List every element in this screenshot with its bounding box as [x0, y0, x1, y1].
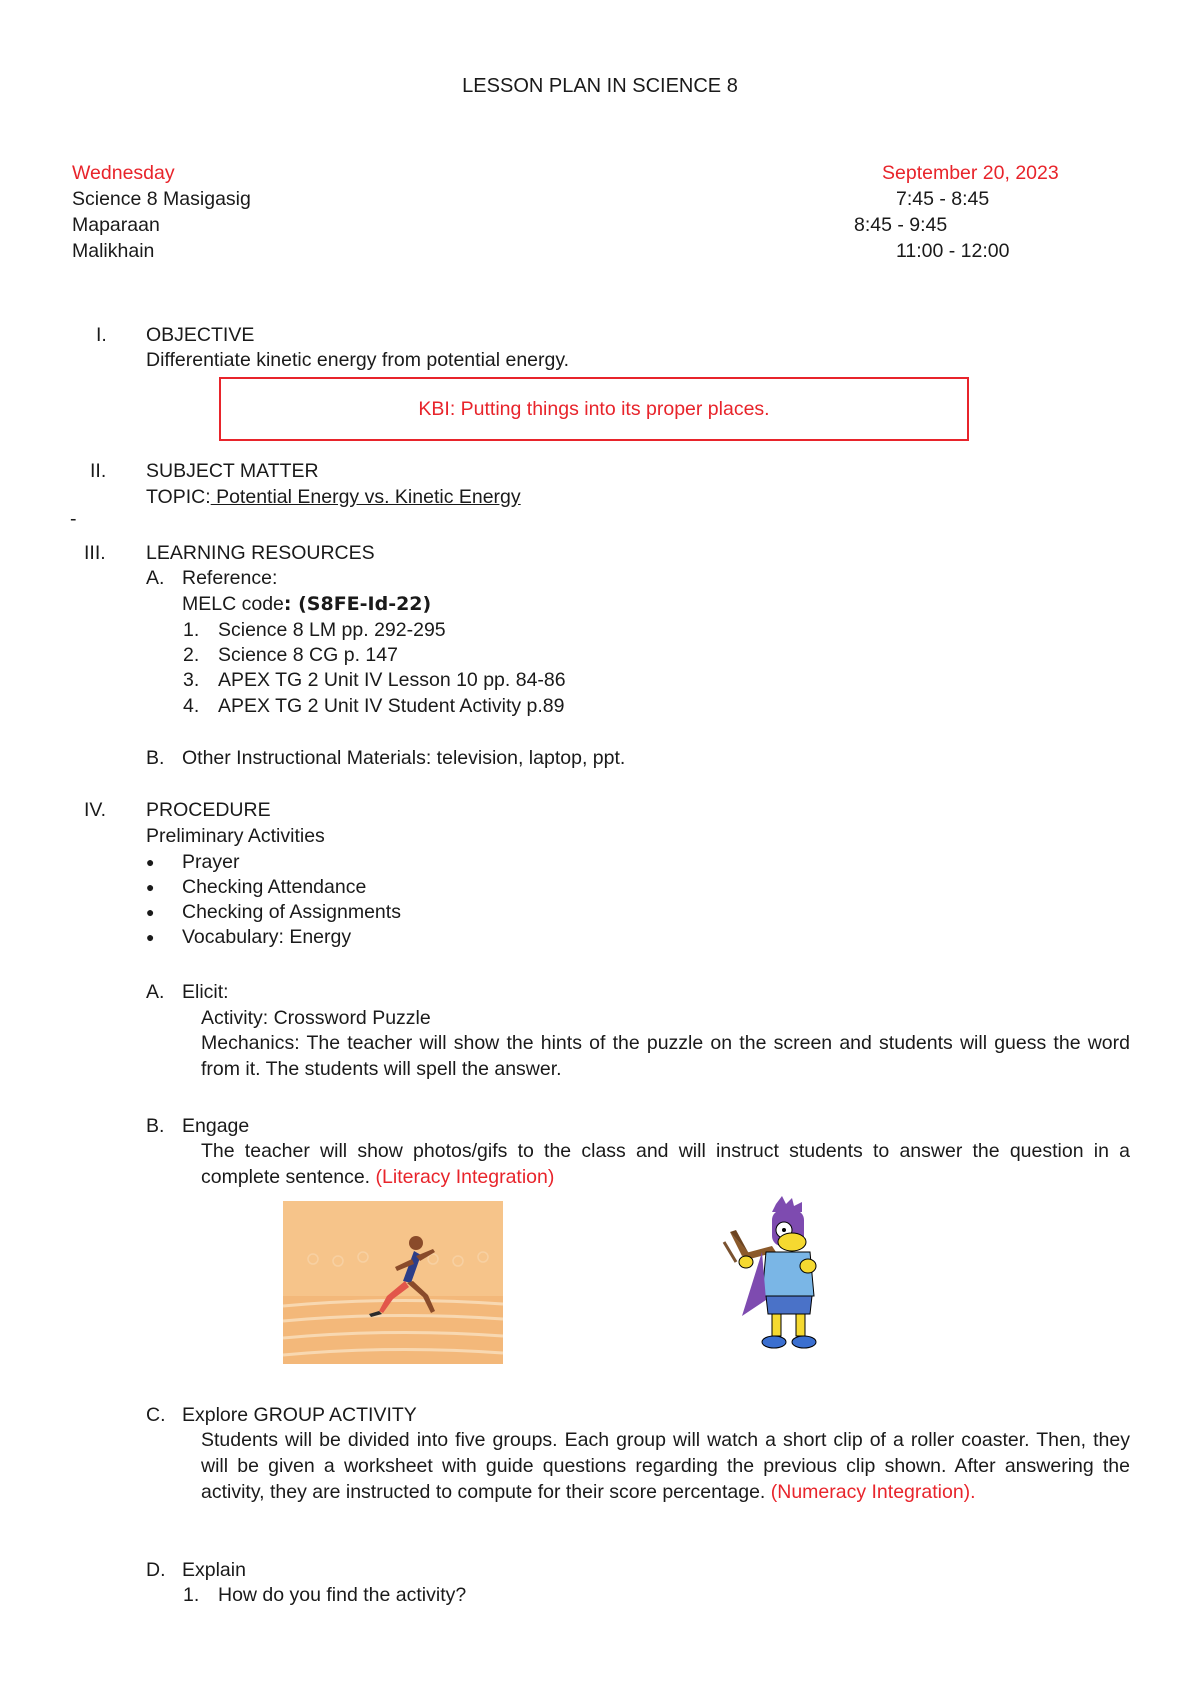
elicit-mechanics: Mechanics: The teacher will show the hints of the puzzle on the screen and students will guess the word from it. The students will spell the answer. — [201, 1032, 1130, 1080]
stray-mark: - — [70, 508, 77, 530]
melc-code: : (S8FE-Id-22) — [283, 593, 432, 615]
list-item: Science 8 LM pp. 292-295 — [218, 619, 446, 641]
list-number: 1. — [183, 619, 200, 641]
list-marker: A. — [146, 981, 165, 1003]
runner-illustration — [283, 1201, 503, 1364]
list-marker: D. — [146, 1559, 166, 1581]
melc-line — [182, 592, 431, 616]
elicit-activity: Activity: Crossword Puzzle — [201, 1007, 431, 1029]
section-heading-resources: LEARNING RESOURCES — [146, 542, 375, 564]
objective-text: Differentiate kinetic energy from potential energy. — [146, 349, 570, 371]
section-name: Malikhain — [72, 240, 155, 262]
list-marker: A. — [146, 567, 165, 589]
section-numeral: II. — [90, 460, 107, 482]
bullet-item: Checking Attendance — [182, 876, 367, 898]
bullet-icon: ● — [146, 929, 155, 945]
section-heading-objective: OBJECTIVE — [146, 324, 255, 346]
bullet-icon: ● — [146, 904, 155, 920]
page-title: LESSON PLAN IN SCIENCE 8 — [462, 75, 738, 97]
topic-value: Potential Energy vs. Kinetic Energy — [210, 486, 521, 508]
runner-image — [283, 1201, 503, 1364]
list-marker: C. — [146, 1404, 166, 1426]
melc-label: MELC code — [182, 593, 284, 615]
section-time: 11:00 - 12:00 — [896, 240, 1010, 262]
bullet-icon: ● — [146, 879, 155, 895]
list-marker: B. — [146, 747, 165, 769]
bullet-icon: ● — [146, 854, 155, 870]
preliminary-label: Preliminary Activities — [146, 825, 325, 847]
section-name: Science 8 Masigasig — [72, 188, 251, 210]
section-numeral: III. — [84, 542, 106, 564]
bullet-item: Vocabulary: Energy — [182, 926, 352, 948]
cartoon-slingshot-image — [722, 1196, 842, 1354]
engage-body: The teacher will show photos/gifs to the class and will instruct students to answer the question in a complete sentence. — [201, 1140, 1130, 1188]
explore-text — [201, 1427, 1130, 1505]
date-label: September 20, 2023 — [882, 162, 1059, 184]
bullet-item: Prayer — [182, 851, 240, 873]
list-number: 1. — [183, 1584, 200, 1606]
list-marker: B. — [146, 1115, 165, 1137]
list-item: How do you find the activity? — [218, 1584, 467, 1606]
kbi-box — [219, 377, 969, 441]
kbi-text: KBI: Putting things into its proper places. — [418, 398, 770, 420]
explore-body: Students will be divided into five groups. Each group will watch a short clip of a roller coaster. Then, they will be given a worksheet with guide questions regarding the previous clip shown. After answering the activity, they are instructed to compute for their score percentage. — [201, 1429, 1130, 1503]
cartoon-illustration — [722, 1196, 842, 1354]
bullet-item: Checking of Assignments — [182, 901, 401, 923]
list-item: APEX TG 2 Unit IV Student Activity p.89 — [218, 695, 565, 717]
list-item: Science 8 CG p. 147 — [218, 644, 398, 666]
elicit-label: Elicit: — [182, 981, 229, 1003]
section-time: 7:45 - 8:45 — [896, 188, 990, 210]
list-number: 4. — [183, 695, 200, 717]
explore-label: Explore GROUP ACTIVITY — [182, 1404, 417, 1426]
day-label: Wednesday — [72, 162, 175, 184]
literacy-tag: (Literacy Integration) — [375, 1166, 555, 1188]
section-name: Maparaan — [72, 214, 160, 236]
topic-label: TOPIC: — [146, 486, 211, 508]
other-materials: Other Instructional Materials: television, laptop, ppt. — [182, 747, 626, 769]
engage-text — [201, 1138, 1130, 1190]
topic-line — [146, 485, 521, 509]
reference-label: Reference: — [182, 567, 278, 589]
list-number: 2. — [183, 644, 200, 666]
list-number: 3. — [183, 669, 200, 691]
section-numeral: I. — [96, 324, 107, 346]
section-time: 8:45 - 9:45 — [854, 214, 948, 236]
list-item: APEX TG 2 Unit IV Lesson 10 pp. 84-86 — [218, 669, 566, 691]
section-numeral: IV. — [84, 799, 107, 821]
explain-label: Explain — [182, 1559, 246, 1581]
engage-label: Engage — [182, 1115, 250, 1137]
section-heading-procedure: PROCEDURE — [146, 799, 271, 821]
section-heading-subject-matter: SUBJECT MATTER — [146, 460, 319, 482]
numeracy-tag: (Numeracy Integration). — [770, 1481, 976, 1503]
